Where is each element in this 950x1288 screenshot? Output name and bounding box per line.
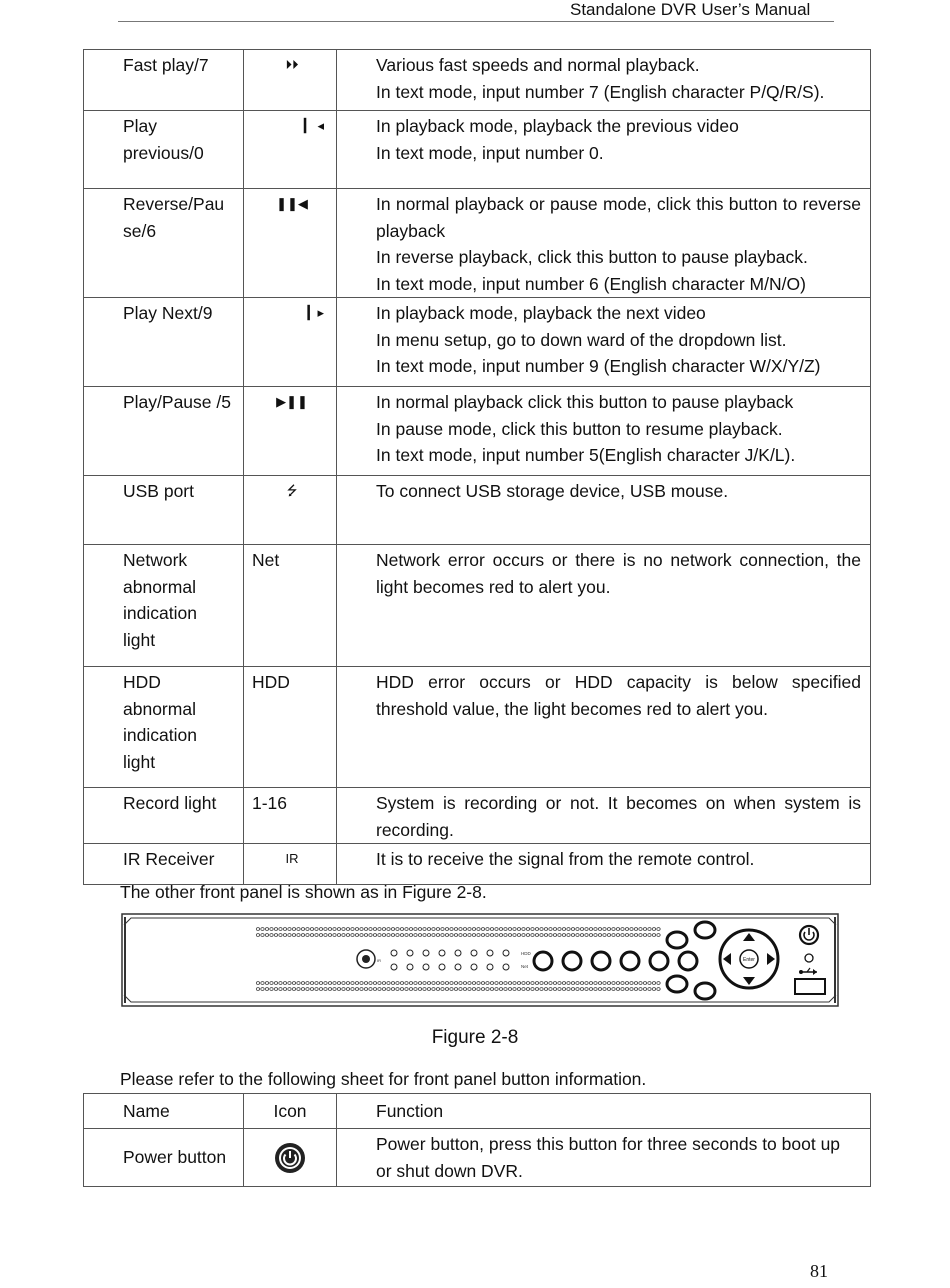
play-pause-icon: ▶❚❚	[276, 394, 308, 409]
power-icon	[274, 1142, 306, 1174]
row-function: System is recording or not. It becomes on when system is recording.	[337, 788, 871, 844]
page-number: 81	[810, 1261, 828, 1281]
hdd-label: HDD	[252, 672, 290, 692]
reverse-pause-icon: ❚❚◀	[276, 196, 308, 211]
front-panel-figure	[121, 913, 839, 1007]
row-icon-cell	[244, 189, 337, 298]
record-led	[407, 964, 413, 970]
row-icon-cell	[244, 387, 337, 476]
direction-pad	[720, 930, 778, 988]
table-row	[84, 111, 871, 189]
panel-power-button	[800, 926, 818, 944]
table-row	[84, 545, 871, 667]
table-row	[84, 298, 871, 387]
record-led	[455, 950, 461, 956]
row-function: HDD error occurs or HDD capacity is below specified threshold value, the light becomes red to alert you.	[337, 667, 871, 788]
row-name: Network abnormal indication light	[84, 545, 244, 667]
front-panel-table-2	[83, 1093, 871, 1187]
row-function: In playback mode, playback the previous video In text mode, input number 0.	[337, 111, 871, 189]
header-rule	[118, 21, 834, 22]
table-row	[84, 50, 871, 111]
panel-net-label: Net	[521, 964, 529, 969]
page-header-title: Standalone DVR User’s Manual	[570, 0, 811, 19]
power-button-function: Power button, press this button for three seconds to boot up or shut down DVR.	[337, 1129, 871, 1187]
row-name: IR Receiver	[84, 844, 244, 885]
record-label: 1-16	[252, 793, 288, 813]
row-name: Record light	[84, 788, 244, 844]
table-row	[84, 387, 871, 476]
fast-forward-icon: ⏵⏵	[285, 57, 299, 72]
row-icon-cell	[244, 476, 337, 545]
row-name: Fast play/7	[84, 50, 244, 111]
row-function: In normal playback click this button to pause playback In pause mode, click this button to resume playback. In text mode, input number 5(English character J/K/L).	[337, 387, 871, 476]
row-name: HDD abnormal indication light	[84, 667, 244, 788]
row-function: In playback mode, playback the next video In menu setup, go to down ward of the dropdown list. In text mode, input number 9 (English character W/X/Y/Z)	[337, 298, 871, 387]
row-icon-cell	[244, 298, 337, 387]
record-led	[407, 950, 413, 956]
figure-intro-text: The other front panel is shown as in Figure 2-8.	[120, 882, 487, 902]
row-icon-cell	[244, 50, 337, 111]
svg-text:IR: IR	[377, 958, 381, 963]
header-function: Function	[337, 1094, 871, 1129]
function-button	[667, 932, 687, 948]
record-led	[423, 964, 429, 970]
row-icon-cell	[244, 844, 337, 885]
table-row	[84, 1129, 871, 1187]
row-icon-cell	[244, 545, 337, 667]
record-led	[487, 964, 493, 970]
record-led	[503, 964, 509, 970]
row-name: Play previous/0	[84, 111, 244, 189]
table-row	[84, 667, 871, 788]
playback-button	[621, 952, 639, 970]
record-led	[439, 964, 445, 970]
playback-button	[592, 952, 610, 970]
row-icon-cell	[244, 111, 337, 189]
usb-icon: ⭍	[286, 483, 298, 498]
table-row	[84, 189, 871, 298]
row-function: In normal playback or pause mode, click this button to reverse playback In reverse playback, click this button to pause playback. In text mode, input number 6 (English character M/N/O)	[337, 189, 871, 298]
row-name: Reverse/Pau se/6	[84, 189, 244, 298]
row-function: To connect USB storage device, USB mouse.	[337, 476, 871, 545]
record-led	[439, 950, 445, 956]
function-button	[667, 976, 687, 992]
ir-label: IR	[285, 851, 299, 866]
record-led	[423, 950, 429, 956]
sheet-intro-text: Please refer to the following sheet for front panel button information.	[120, 1069, 647, 1089]
header-icon: Icon	[244, 1094, 337, 1129]
row-icon-cell	[244, 667, 337, 788]
record-led	[455, 964, 461, 970]
row-function: It is to receive the signal from the remote control.	[337, 844, 871, 885]
record-led	[391, 964, 397, 970]
playback-button	[679, 952, 697, 970]
figure-caption: Figure 2-8	[431, 1027, 519, 1048]
row-name: Play Next/9	[84, 298, 244, 387]
playback-button	[650, 952, 668, 970]
playback-button	[534, 952, 552, 970]
play-next-icon: ▎▸	[307, 305, 324, 320]
enter-label: Enter	[743, 957, 755, 963]
row-name: USB port	[84, 476, 244, 545]
playback-button	[563, 952, 581, 970]
record-led	[471, 950, 477, 956]
power-icon-cell	[244, 1129, 337, 1187]
table-row	[84, 788, 871, 844]
record-led	[471, 964, 477, 970]
row-icon-cell	[244, 788, 337, 844]
record-led	[391, 950, 397, 956]
header-name: Name	[84, 1094, 244, 1129]
function-button	[695, 922, 715, 938]
front-panel-table-1	[83, 49, 871, 885]
record-led	[487, 950, 493, 956]
function-button	[695, 983, 715, 999]
power-button-name: Power button	[84, 1129, 244, 1187]
row-name: Play/Pause /5	[84, 387, 244, 476]
table-row	[84, 844, 871, 885]
row-function: Various fast speeds and normal playback. In text mode, input number 7 (English character P/Q/R/S).	[337, 50, 871, 111]
table-row	[84, 476, 871, 545]
panel-hdd-label: HDD	[521, 951, 531, 956]
row-function: Network error occurs or there is no network connection, the light becomes red to alert you.	[337, 545, 871, 667]
record-led	[503, 950, 509, 956]
play-previous-icon: ▎ ◂	[303, 118, 324, 133]
net-label: Net	[252, 550, 280, 570]
